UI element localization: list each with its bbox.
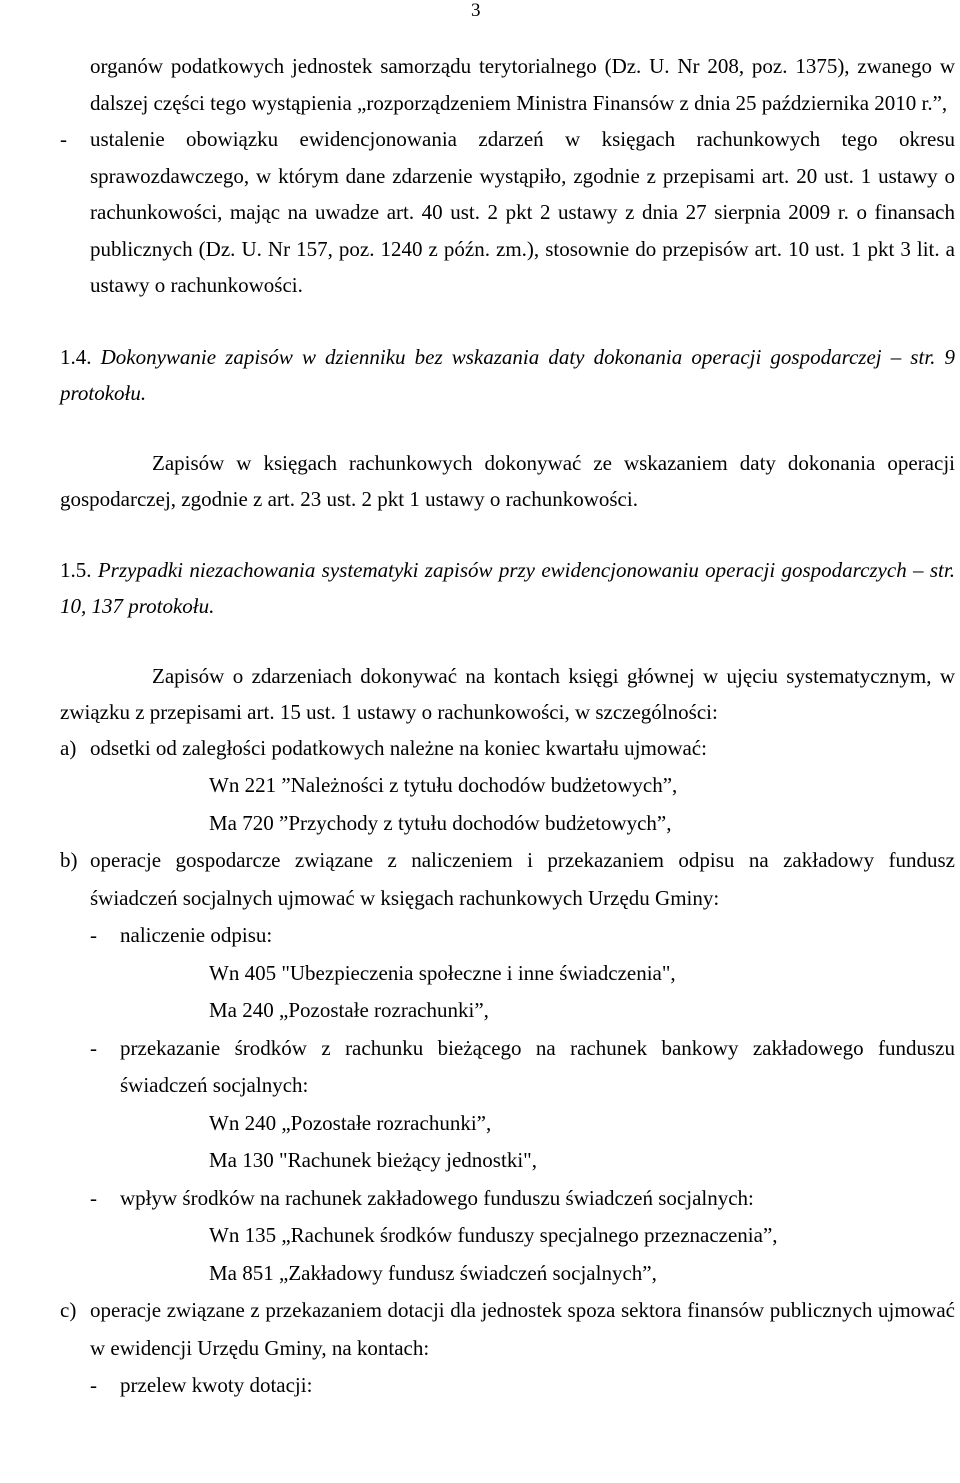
account-entry: Ma 851 „Zakładowy fundusz świadczeń socjalnych”, <box>209 1260 657 1285</box>
page-number: 3 <box>471 0 481 21</box>
account-entry: Wn 135 „Rachunek środków funduszy specjalnego przeznaczenia”, <box>209 1223 778 1247</box>
account-entry: Wn 221 ”Należności z tytułu dochodów budżetowych”, <box>209 773 678 797</box>
intro-paragraph <box>90 48 955 121</box>
dash-item-block <box>60 121 955 304</box>
account-entry: Ma 720 ”Przychody z tytułu dochodów budżetowych”, <box>209 810 672 835</box>
account-entry: Ma 240 „Pozostałe rozrachunki”, <box>209 998 489 1022</box>
item-text: odsetki od zaległości podatkowych należne na koniec kwartału ujmować: <box>90 735 707 760</box>
list-item-b <box>60 842 955 1292</box>
section-title-text: Dokonywanie zapisów w dzienniku bez wskazania daty dokonania operacji gospodarczej – str. 9 protokołu. <box>60 344 956 405</box>
section-1-5-title <box>60 552 955 624</box>
list-item <box>60 1292 955 1367</box>
sub-item-text: przekazanie środków z rachunku bieżącego na rachunek bankowy zakładowego funduszu świadczeń socjalnych: <box>120 1035 955 1097</box>
list-item-a <box>60 730 955 843</box>
sub-item <box>60 917 955 955</box>
list-item-c <box>60 1292 955 1405</box>
sub-item <box>60 1367 955 1405</box>
section-1-4-title <box>60 339 955 411</box>
item-text: operacje gospodarcze związane z naliczeniem i przekazaniem odpisu na zakładowy fundusz świadczeń socjalnych ujmować w księgach rachunkowych Urzędu Gminy: <box>90 848 955 910</box>
account-entry: Wn 405 "Ubezpieczenia społeczne i inne świadczenia", <box>209 960 676 985</box>
item-letter: a) <box>60 735 77 760</box>
account-entry: Wn 240 „Pozostałe rozrachunki”, <box>209 1110 492 1135</box>
section-1-5-body: Zapisów o zdarzeniach dokonywać na kontach księgi głównej w ujęciu systematycznym, w związku z przepisami art. 15 ust. 1 ustawy o rachunkowości, w szczególności: <box>60 663 955 724</box>
section-1-4-body: Zapisów w księgach rachunkowych dokonywać ze wskazaniem daty dokonania operacji gospodarczej, zgodnie z art. 23 ust. 2 pkt 1 ustawy o rachunkowości. <box>60 450 955 511</box>
item-text: operacje związane z przekazaniem dotacji dla jednostek spoza sektora finansów publicznych ujmować w ewidencji Urzędu Gminy, na kontach: <box>90 1298 955 1360</box>
dash-marker: - <box>60 127 67 151</box>
sub-item-text: naliczenie odpisu: <box>120 923 273 947</box>
dash-marker: - <box>90 1035 97 1060</box>
sub-item <box>60 1030 955 1105</box>
dash-marker: - <box>90 1373 97 1397</box>
list-item <box>60 730 955 768</box>
dash-marker: - <box>90 923 97 947</box>
section-number: 1.5. <box>60 557 92 582</box>
dash-item-text: ustalenie obowiązku ewidencjonowania zdarzeń w księgach rachunkowych tego okresu sprawozdawczego, w którym dane zdarzenie wystąpiło, zgodnie z przepisami art. 20 ust. 1 ustawy o rachunkowości, mając na uwadze art. 40 ust. 2 pkt 2 ustawy z dnia 27 sierpnia 2009 r. o finansach publicznych (Dz. U. Nr 157, poz. 1240 z późn. zm.), stosownie do przepisów art. 10 ust. 1 pkt 3 lit. a ustawy o rachunkowości. <box>90 127 955 297</box>
document-body <box>60 48 955 1405</box>
item-letter: c) <box>60 1298 77 1322</box>
sub-item <box>60 1180 955 1218</box>
section-number: 1.4. <box>60 344 92 369</box>
sub-item-text: wpływ środków na rachunek zakładowego funduszu świadczeń socjalnych: <box>120 1185 754 1210</box>
section-title-text: Przypadki niezachowania systematyki zapisów przy ewidencjonowaniu operacji gospodarczych – str. 10, 137 protokołu. <box>60 557 955 618</box>
account-entry: Ma 130 "Rachunek bieżący jednostki", <box>209 1148 537 1172</box>
list-item <box>60 842 955 917</box>
sub-item-text: przelew kwoty dotacji: <box>120 1373 313 1397</box>
dash-marker: - <box>90 1185 97 1210</box>
item-letter: b) <box>60 848 78 872</box>
dash-item <box>60 121 955 304</box>
intro-text: organów podatkowych jednostek samorządu terytorialnego (Dz. U. Nr 208, poz. 1375), zwanego w dalszej części tego wystąpienia „rozporządzeniem Ministra Finansów z dnia 25 października 2010 r.”, <box>90 54 955 115</box>
